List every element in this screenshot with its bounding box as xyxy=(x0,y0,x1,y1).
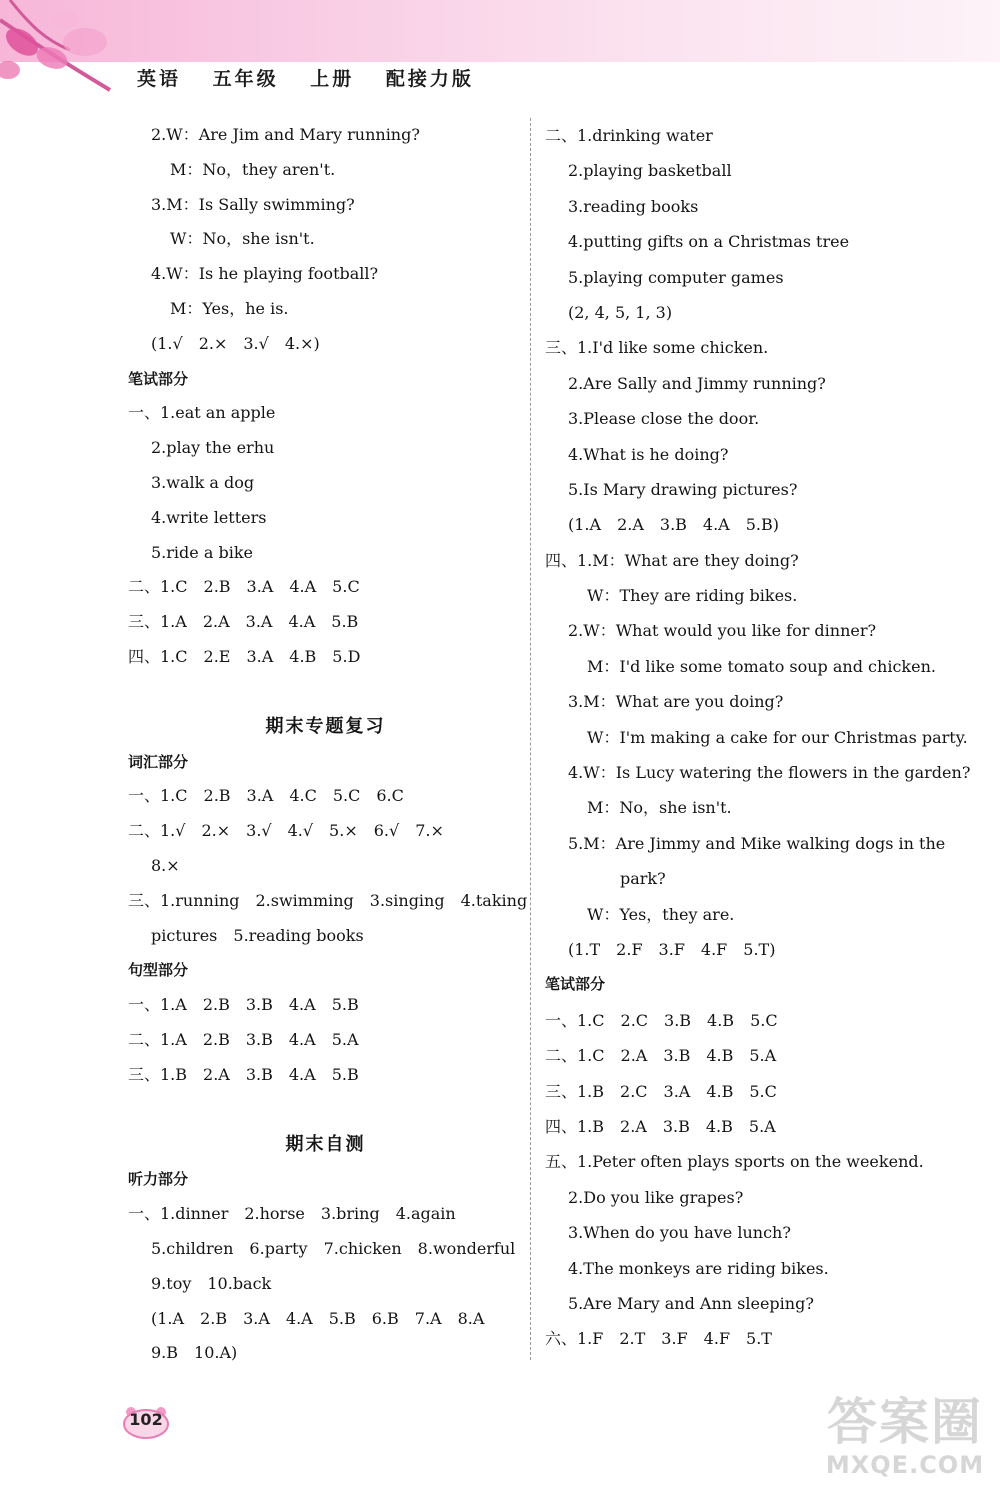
answer-line: 三、1.running 2.swimming 3.singing 4.taking xyxy=(128,890,528,910)
answer-line: 4.putting gifts on a Christmas tree xyxy=(568,232,850,252)
answer-line: M：Yes，he is. xyxy=(170,298,289,318)
answer-line: park? xyxy=(620,869,666,889)
answer-line: M：No，they aren't. xyxy=(170,159,336,179)
answer-line: (1.√ 2.× 3.√ 4.×) xyxy=(151,333,320,353)
answer-line: 四、1.B 2.A 3.B 4.B 5.A xyxy=(545,1116,776,1136)
subsection-heading: 句型部分 xyxy=(128,961,189,980)
answer-line: 2.play the erhu xyxy=(151,438,275,458)
answer-line: 五、1.Peter often plays sports on the weekend. xyxy=(545,1152,924,1172)
book-edition: 配接力版 xyxy=(385,68,474,90)
answer-line: 三、1.A 2.A 3.A 4.A 5.B xyxy=(128,612,359,632)
page-number: 102 xyxy=(129,1410,163,1429)
book-volume: 上册 xyxy=(310,68,355,90)
answer-line: 4.The monkeys are riding bikes. xyxy=(568,1258,829,1278)
subsection-heading: 词汇部分 xyxy=(128,752,189,771)
answer-line: M：I'd like some tomato soup and chicken. xyxy=(587,656,936,676)
answer-line: (1.A 2.A 3.B 4.A 5.B) xyxy=(568,515,779,535)
answer-line: 2.W：What would you like for dinner? xyxy=(568,621,877,641)
answer-line: 一、1.C 2.C 3.B 4.B 5.C xyxy=(545,1010,778,1030)
section-title: 期末自测 xyxy=(285,1133,366,1155)
answer-line: 5.ride a bike xyxy=(151,542,253,562)
answer-line: 9.toy 10.back xyxy=(151,1273,272,1293)
answer-line: 5.playing computer games xyxy=(568,267,784,287)
answer-line: 3.reading books xyxy=(568,196,699,216)
answer-line: 5.Are Mary and Ann sleeping? xyxy=(568,1293,814,1313)
subsection-heading: 听力部分 xyxy=(128,1170,189,1189)
answer-line: 3.M：What are you doing? xyxy=(568,692,784,712)
answer-line: W：Yes，they are. xyxy=(587,904,735,924)
answer-line: (1.A 2.B 3.A 4.A 5.B 6.B 7.A 8.A xyxy=(151,1308,485,1328)
answer-line: 二、1.C 2.B 3.A 4.A 5.C xyxy=(128,577,360,597)
left-column xyxy=(128,118,528,1371)
watermark xyxy=(810,1392,1000,1490)
answer-line: 一、1.A 2.B 3.B 4.A 5.B xyxy=(128,995,359,1015)
answer-line: 三、1.I'd like some chicken. xyxy=(545,338,769,358)
answer-line: 一、1.eat an apple xyxy=(128,403,276,423)
column-divider xyxy=(530,118,531,1360)
answer-line: 9.B 10.A) xyxy=(151,1343,238,1363)
answer-line: 2.W：Are Jim and Mary running? xyxy=(151,125,420,144)
answer-line: (1.T 2.F 3.F 4.F 5.T) xyxy=(568,939,776,959)
answer-line: 3.M：Is Sally swimming? xyxy=(151,194,355,214)
answer-line: 四、1.M：What are they doing? xyxy=(545,550,799,570)
answer-line: 5.children 6.party 7.chicken 8.wonderful xyxy=(151,1238,516,1258)
answer-line: 3.Please close the door. xyxy=(568,409,760,429)
answer-line: 六、1.F 2.T 3.F 4.F 5.T xyxy=(545,1329,772,1349)
answer-line: 二、1.drinking water xyxy=(545,126,713,145)
answer-line: W：No，she isn't. xyxy=(170,229,315,249)
watermark-logo-text: 答案圈 xyxy=(827,1393,983,1451)
answer-line: 3.When do you have lunch? xyxy=(568,1223,791,1243)
answer-line: 2.playing basketball xyxy=(568,161,732,181)
answer-line: 4.W：Is he playing football? xyxy=(151,264,379,284)
spacer xyxy=(128,675,523,710)
book-subject: 英语 xyxy=(137,68,182,90)
answer-line: M：No，she isn't. xyxy=(587,798,732,818)
flower-decoration-icon xyxy=(0,0,150,95)
answer-line: 三、1.B 2.C 3.A 4.B 5.C xyxy=(545,1081,777,1101)
answer-line: 4.write letters xyxy=(151,507,267,527)
book-title xyxy=(137,64,496,91)
answer-line: 三、1.B 2.A 3.B 4.A 5.B xyxy=(128,1064,359,1084)
right-column xyxy=(545,118,971,1357)
answer-line: 2.Do you like grapes? xyxy=(568,1187,744,1207)
subsection-heading: 笔试部分 xyxy=(545,975,606,994)
answer-line: 一、1.dinner 2.horse 3.bring 4.again xyxy=(128,1204,456,1224)
answer-line: 4.W：Is Lucy watering the flowers in the garden? xyxy=(568,763,971,783)
answer-line: 2.Are Sally and Jimmy running? xyxy=(568,373,826,393)
answer-line: 4.What is he doing? xyxy=(568,444,729,464)
answer-line: W：I'm making a cake for our Christmas party. xyxy=(587,727,968,747)
header-banner xyxy=(0,0,1000,62)
answer-line: 四、1.C 2.E 3.A 4.B 5.D xyxy=(128,646,361,666)
answer-line: 二、1.C 2.A 3.B 4.B 5.A xyxy=(545,1046,777,1066)
watermark-url: MXQE.COM xyxy=(825,1451,985,1479)
answer-line: 二、1.√ 2.× 3.√ 4.√ 5.× 6.√ 7.× xyxy=(128,821,444,841)
book-grade: 五年级 xyxy=(212,68,279,90)
section-title: 期末专题复习 xyxy=(265,715,386,737)
answer-line: (2, 4, 5, 1, 3) xyxy=(568,302,673,322)
answer-line: W：They are riding bikes. xyxy=(587,586,798,606)
answer-line: 一、1.C 2.B 3.A 4.C 5.C 6.C xyxy=(128,786,404,806)
answer-line: 二、1.A 2.B 3.B 4.A 5.A xyxy=(128,1029,359,1049)
answer-line: 8.× xyxy=(151,855,180,875)
answer-line: 5.M：Are Jimmy and Mike walking dogs in the xyxy=(568,833,946,853)
answer-line: pictures 5.reading books xyxy=(151,925,364,945)
answer-line: 3.walk a dog xyxy=(151,472,255,492)
answer-line: 5.Is Mary drawing pictures? xyxy=(568,479,798,499)
spacer xyxy=(128,1093,523,1128)
subsection-heading: 笔试部分 xyxy=(128,369,189,388)
